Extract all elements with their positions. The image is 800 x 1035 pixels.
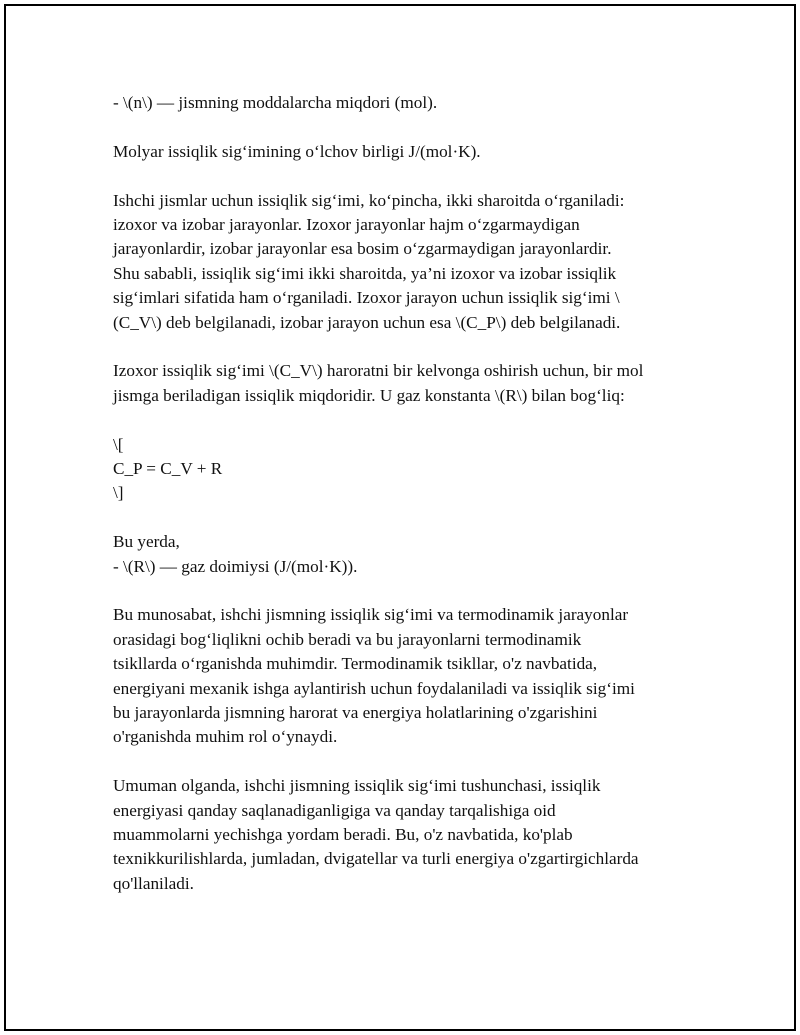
paragraph-moles-definition: - \(n\) — jismning moddalarcha miqdori (mol). [113,93,438,112]
document-body [113,91,713,921]
paragraph-relationship: Bu munosabat, ishchi jismning issiqlik sig‘imi va termodinamik jarayonlar orasidagi bog‘liqlikni ochib beradi va bu jarayonlarni termodinamik tsikllarda o‘rganishda muhimdir. Termodinamik tsikllar, o'z navbatida, energiyani mexanik ishga aylantirish uchun foydalaniladi va issiqlik sig‘imi bu jarayonlarda jismning harorat va energiya holatlarining o'zgarishini o'rganishda muhim rol o‘ynaydi. [113,605,635,747]
paragraph-gas-constant: Bu yerda, - \(R\) — gaz doimiysi (J/(mol·K)). [113,532,358,576]
paragraph-conclusion: Umuman olganda, ishchi jismning issiqlik sig‘imi tushunchasi, issiqlik energiyasi qanday saqlanadiganligiga va qanday tarqalishiga oid muammolarni yechishga yordam beradi. Bu, o'z navbatida, ko'plab texnikkurilishlarda, jumladan, dvigatellar va turli energiya o'zgartirgichlarda qo'llaniladi. [113,776,639,893]
paragraph-isochoric-heat-capacity: Izoxor issiqlik sig‘imi \(C_V\) haroratni bir kelvonga oshirish uchun, bir mol jismga beriladigan issiqlik miqdoridir. U gaz konstanta \(R\) bilan bog‘liq: [113,361,644,405]
equation-mayer-relation: \[ C_P = C_V + R \] [113,434,223,503]
paragraph-molar-unit: Molyar issiqlik sig‘imining o‘lchov birligi J/(mol·K). [113,141,481,161]
paragraph-isochoric-isobaric: Ishchi jismlar uchun issiqlik sig‘imi, ko‘pincha, ikki sharoitda o‘rganiladi: izoxor va izobar jarayonlar. Izoxor jarayonlar hajm o‘zgarmaydigan jarayonlardir, izobar jarayonlar esa bosim o‘zgarmaydigan jarayonlardir. Shu sababli, issiqlik sig‘imi ikki sharoitda, ya’ni izoxor va izobar issiqlik sig‘imlari sifatida ham o‘rganiladi. Izoxor jarayon uchun issiqlik sig‘imi \ (C_V\) deb belgilanadi, izobar jarayon uchun esa \(C_P\) deb belgilanadi. [113,190,625,332]
